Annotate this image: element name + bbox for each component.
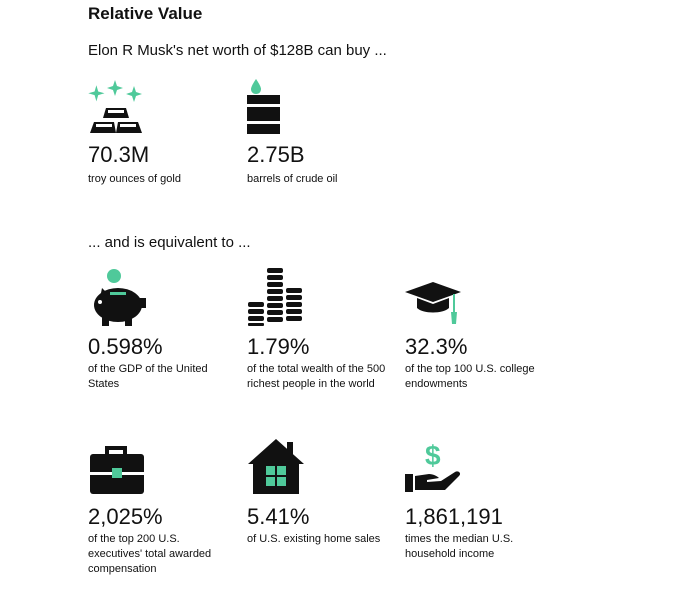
oil-value: 2.75B: [247, 142, 305, 167]
endowment-value: 32.3%: [405, 334, 468, 359]
richest-wealth-label: of the total wealth of the 500 richest people in the world: [247, 363, 386, 390]
gold-value: 70.3M: [88, 142, 150, 167]
home-sales-value: 5.41%: [247, 504, 310, 529]
endowment-label: of the top 100 U.S. college endowments: [405, 363, 535, 390]
intro-text: Elon R Musk's net worth of $128B can buy ...: [88, 42, 387, 59]
oil-label: barrels of crude oil: [247, 173, 338, 185]
svg-text:$: $: [425, 440, 441, 471]
coin-stacks-icon: [247, 268, 305, 326]
gdp-label: of the GDP of the United States: [88, 363, 208, 390]
oil-barrel-icon: [247, 78, 305, 136]
executive-comp-label: of the top 200 U.S. executives' total awarded compensation: [88, 533, 212, 575]
section-heading: ... and is equivalent to ...: [88, 234, 251, 251]
richest-wealth-value: 1.79%: [247, 334, 310, 359]
page-title: Relative Value: [88, 4, 203, 23]
household-income-label: times the median U.S. household income: [405, 533, 514, 560]
executive-comp-value: 2,025%: [88, 504, 163, 529]
household-income-value: 1,861,191: [405, 504, 503, 529]
house-icon: [247, 438, 305, 496]
piggy-bank-icon: [88, 268, 146, 326]
gold-label: troy ounces of gold: [88, 173, 181, 185]
gold-bars-icon: [88, 78, 146, 136]
briefcase-icon: [88, 438, 146, 496]
home-sales-label: of U.S. existing home sales: [247, 533, 381, 545]
gdp-value: 0.598%: [88, 334, 163, 359]
hand-dollar-icon: [405, 438, 463, 496]
graduation-cap-icon: [405, 268, 463, 326]
